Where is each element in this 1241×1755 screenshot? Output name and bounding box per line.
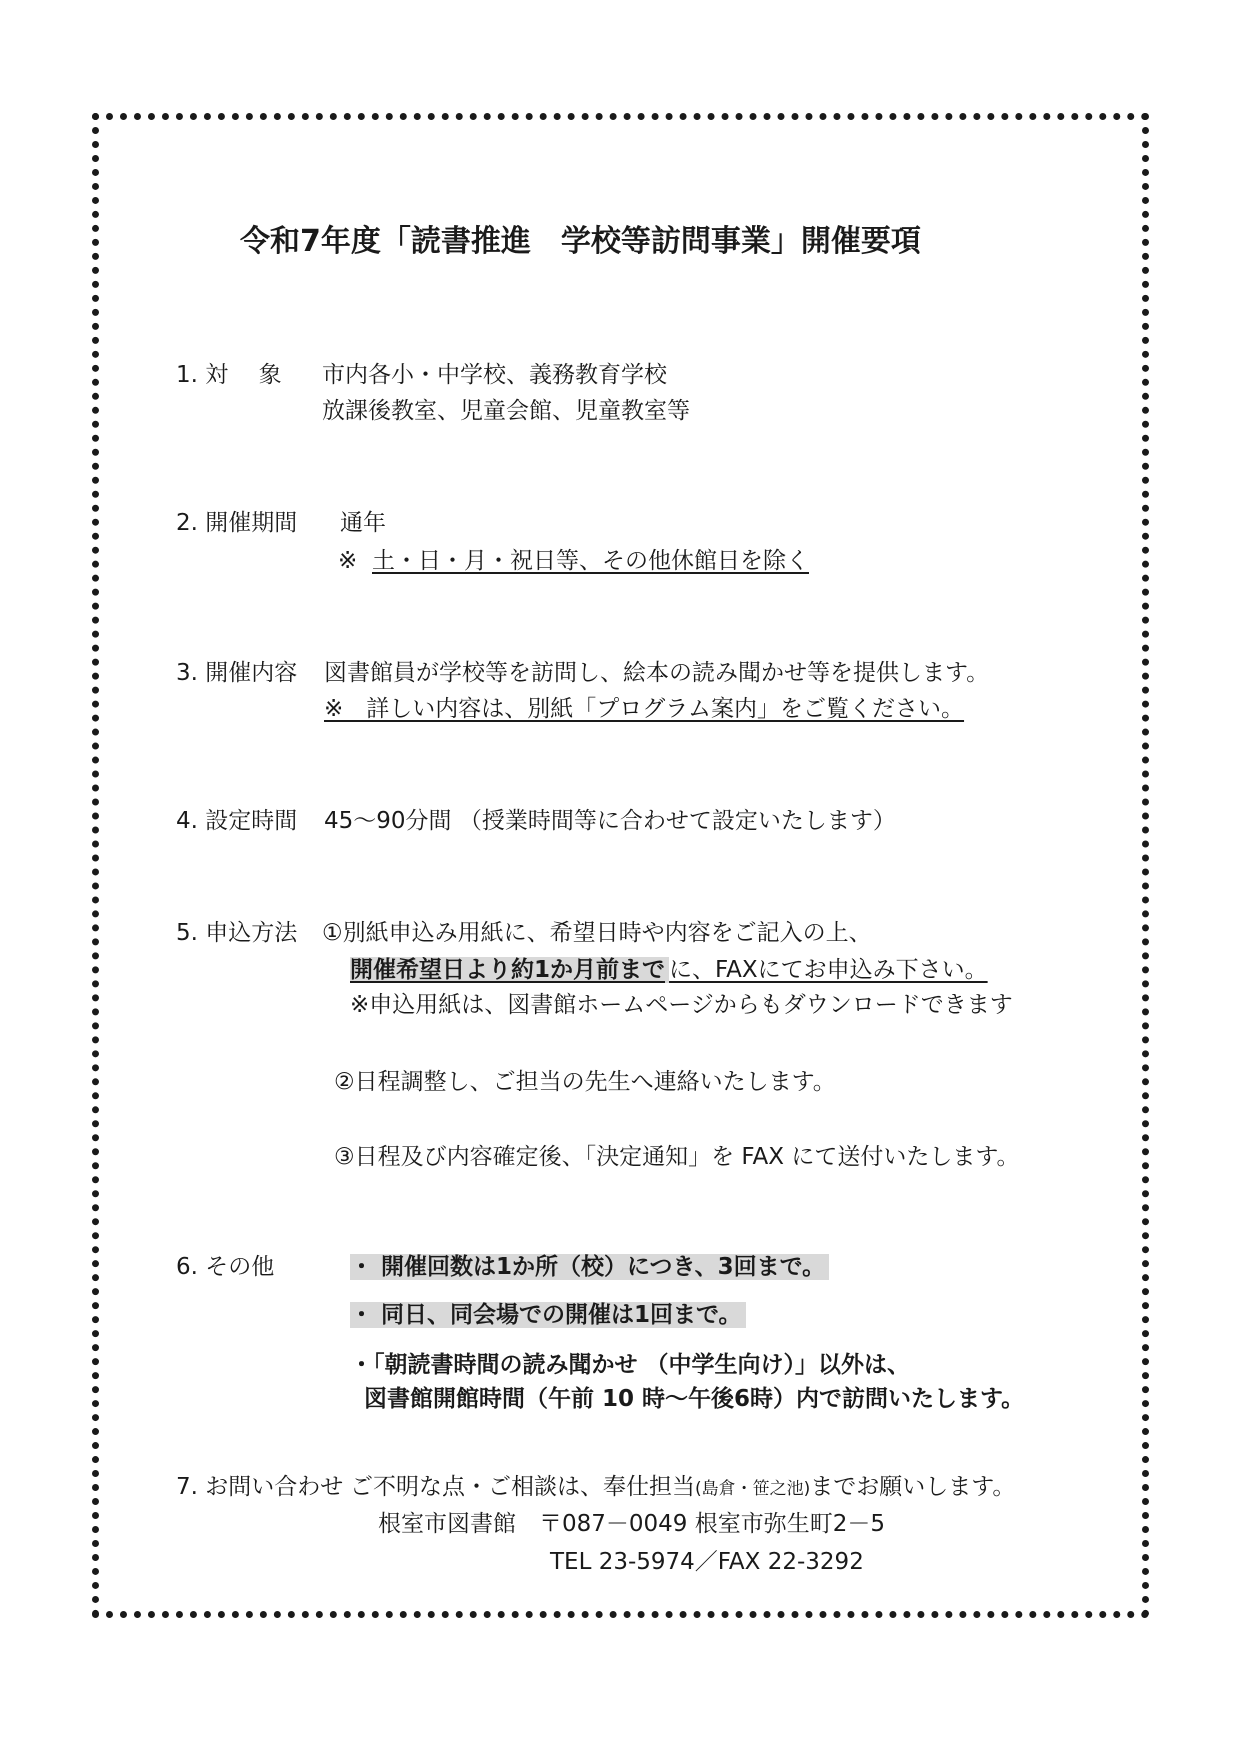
contact-address: 根室市図書館 〒087－0049 根室市弥生町2－5 <box>378 1511 886 1537</box>
section-time-value: 45～90分間 （授業時間等に合わせて設定いたします） <box>324 808 896 834</box>
section-apply-step-2: ②日程調整し、ご担当の先生へ連絡いたします。 <box>334 1069 836 1095</box>
deadline-highlight: 開催希望日より約1か月前まで <box>350 957 669 983</box>
section-period-value: 通年 <box>340 510 386 536</box>
section-apply-step-1-note: ※申込用紙は、図書館ホームページからもダウンロードできます <box>350 992 1013 1018</box>
contact-phone-fax: TEL 23-5974／FAX 22-3292 <box>550 1549 864 1575</box>
section-content-value: 図書館員が学校等を訪問し、絵本の読み聞かせ等を提供します。 <box>324 660 990 686</box>
contact-line-1-b: までお願いします。 <box>810 1474 1016 1500</box>
section-contact-label: 7. お問い合わせ <box>176 1474 344 1500</box>
section-content-label: 3. 開催内容 <box>176 660 298 686</box>
section-period-note-mark: ※ <box>338 548 358 574</box>
bullet-1-highlight: ・ 開催回数は1か所（校）につき、3回まで。 <box>350 1254 829 1280</box>
bullet-2-highlight: ・ 同日、同会場での開催は1回まで。 <box>350 1302 746 1328</box>
section-target-line-1: 市内各小・中学校、義務教育学校 <box>322 362 667 388</box>
section-content-note: ※ 詳しい内容は、別紙「プログラム案内」をご覧ください。 <box>324 696 965 722</box>
section-apply-step-1: ①別紙申込み用紙に、希望日時や内容をご記入の上、 <box>322 920 872 946</box>
section-apply-step-3: ③日程及び内容確定後、「決定通知」を FAX にて送付いたします。 <box>334 1144 1020 1170</box>
deadline-rest: に、FAXにてお申込み下さい。 <box>669 957 988 983</box>
section-period-label: 2. 開催期間 <box>176 510 298 536</box>
section-other-bullet-3-line-1: ・「朝読書時間の読み聞かせ （中学生向け）」以外は、 <box>350 1352 911 1378</box>
section-other-bullet-2 <box>350 1300 746 1330</box>
section-period-note: 土・日・月・祝日等、その他休館日を除く <box>372 548 809 574</box>
section-apply-step-1-deadline <box>350 955 988 985</box>
contact-staff-names: (島倉・笹之池) <box>695 1479 811 1499</box>
section-apply-label: 5. 申込方法 <box>176 920 298 946</box>
section-contact-line-1 <box>350 1472 1015 1504</box>
section-other-label: 6. その他 <box>176 1254 275 1280</box>
contact-line-1-a: ご不明な点・ご相談は、奉仕担当 <box>350 1474 695 1500</box>
section-time-label: 4. 設定時間 <box>176 808 298 834</box>
section-other-bullet-3-line-2: 図書館開館時間（午前 10 時～午後6時）内で訪問いたします。 <box>364 1386 1025 1412</box>
section-target-label: 1. 対 象 <box>176 362 282 388</box>
section-other-bullet-1 <box>350 1252 829 1282</box>
section-target-line-2: 放課後教室、児童会館、児童教室等 <box>322 398 690 424</box>
page-title: 令和7年度「読書推進 学校等訪問事業」開催要項 <box>240 224 921 259</box>
